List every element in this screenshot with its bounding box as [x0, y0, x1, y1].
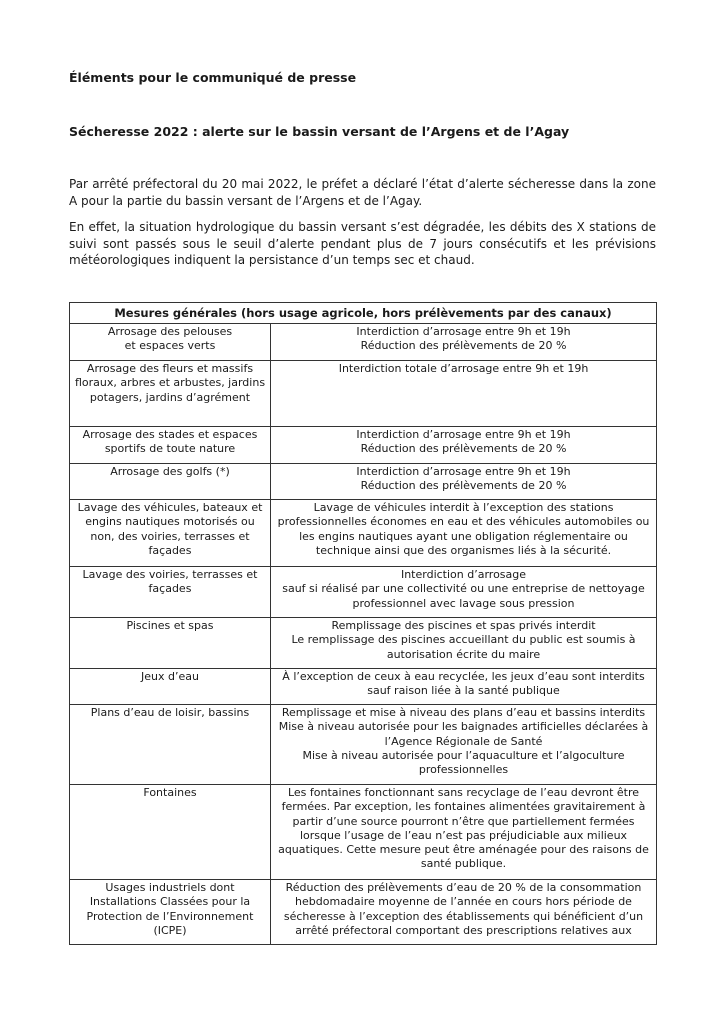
table-row — [70, 427, 657, 464]
situation-paragraph: En effet, la situation hydrologique du bassin versant s’est dégradée, les débits des X stations de suivi sont passés sous le seuil d’alerte pendant plus de 7 jours consécutifs et les prévisions météorologiques indiquent la persistance d’un temps sec et chaud. — [69, 220, 656, 267]
table-row — [70, 705, 657, 785]
table-row — [70, 324, 657, 361]
table-row — [70, 500, 657, 567]
usage-cell: Arrosage des stades et espaces sportifs de toute nature — [70, 427, 271, 464]
table-header-row — [70, 303, 657, 324]
measure-cell: À l’exception de ceux à eau recyclée, les jeux d’eau sont interdits sauf raison liée à la santé publique — [271, 669, 657, 705]
document-subtitle: Sécheresse 2022 : alerte sur le bassin versant de l’Argens et de l’Agay — [69, 124, 570, 139]
table-row — [70, 618, 657, 669]
table-header: Mesures générales (hors usage agricole, hors prélèvements par des canaux) — [70, 303, 657, 324]
measure-cell: Interdiction d’arrosage sauf si réalisé par une collectivité ou une entreprise de nettoyage professionnel avec lavage sous pression — [271, 567, 657, 618]
usage-cell: Arrosage des fleurs et massifs floraux, arbres et arbustes, jardins potagers, jardins d’agrément — [70, 361, 271, 427]
usage-cell: Lavage des véhicules, bateaux et engins nautiques motorisés ou non, des voiries, terrasses et façades — [70, 500, 271, 567]
table-row — [70, 361, 657, 427]
usage-cell: Usages industriels dont Installations Classées pour la Protection de l’Environnement (ICPE) — [70, 880, 271, 945]
usage-cell: Plans d’eau de loisir, bassins — [70, 705, 271, 785]
usage-cell: Fontaines — [70, 785, 271, 880]
usage-cell: Arrosage des golfs (*) — [70, 464, 271, 500]
table-row — [70, 785, 657, 880]
measures-table — [69, 302, 657, 945]
measure-cell: Interdiction d’arrosage entre 9h et 19h Réduction des prélèvements de 20 % — [271, 427, 657, 464]
table-row — [70, 567, 657, 618]
table-row — [70, 464, 657, 500]
usage-cell: Lavage des voiries, terrasses et façades — [70, 567, 271, 618]
document-title: Éléments pour le communiqué de presse — [69, 70, 357, 85]
table-row — [70, 880, 657, 945]
measure-cell: Interdiction d’arrosage entre 9h et 19h Réduction des prélèvements de 20 % — [271, 464, 657, 500]
usage-cell: Jeux d’eau — [70, 669, 271, 705]
measure-cell: Remplissage des piscines et spas privés interdit Le remplissage des piscines accueillant du public est soumis à autorisation écrite du maire — [271, 618, 657, 669]
measure-cell: Lavage de véhicules interdit à l’exception des stations professionnelles économes en eau et des véhicules automobiles ou les engins nautiques ayant une obligation réglementaire ou technique ainsi que des organismes liés à la sécurité. — [271, 500, 657, 567]
measure-cell: Remplissage et mise à niveau des plans d’eau et bassins interdits Mise à niveau autorisée pour les baignades artificielles déclarées à l’Agence Régionale de Santé Mise à niveau autorisée pour l’aquaculture et l’algoculture professionnelles — [271, 705, 657, 785]
intro-paragraph: Par arrêté préfectoral du 20 mai 2022, le préfet a déclaré l’état d’alerte sécheresse dans la zone A pour la partie du bassin versant de l’Argens et de l’Agay. — [69, 177, 656, 208]
usage-cell: Piscines et spas — [70, 618, 271, 669]
table-row — [70, 669, 657, 705]
usage-cell: Arrosage des pelouses et espaces verts — [70, 324, 271, 361]
measure-cell: Réduction des prélèvements d’eau de 20 % de la consommation hebdomadaire moyenne de l’année en cours hors période de sécheresse à l’exception des établissements qui bénéficient d’un arrêté préfectoral comportant des prescriptions relatives aux — [271, 880, 657, 945]
measure-cell: Interdiction d’arrosage entre 9h et 19h Réduction des prélèvements de 20 % — [271, 324, 657, 361]
measure-cell: Les fontaines fonctionnant sans recyclage de l’eau devront être fermées. Par exception, les fontaines alimentées gravitairement à partir d’une source pourront n’être que partiellement fermées lorsque l’usage de l’eau n’est pas préjudiciable aux milieux aquatiques. Cette mesure peut être aménagée pour des raisons de santé publique. — [271, 785, 657, 880]
measure-cell: Interdiction totale d’arrosage entre 9h et 19h — [271, 361, 657, 427]
